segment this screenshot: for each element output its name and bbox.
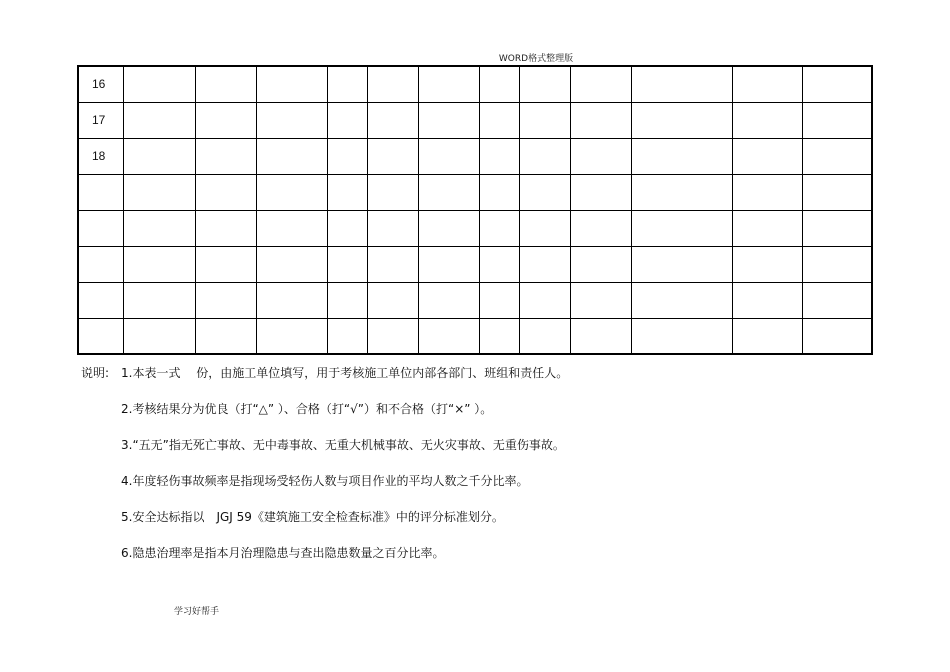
table-cell — [256, 210, 327, 246]
table-cell — [732, 318, 802, 354]
table-cell — [479, 282, 519, 318]
table-cell — [519, 282, 570, 318]
row-number-cell: 18 — [78, 138, 123, 174]
table-cell — [327, 138, 367, 174]
table-cell — [802, 318, 872, 354]
table-row — [78, 102, 872, 138]
table-cell — [327, 282, 367, 318]
table-cell — [631, 318, 732, 354]
table-cell — [519, 174, 570, 210]
note-line-5 — [121, 510, 504, 524]
table-row — [78, 174, 872, 210]
row-number-cell — [78, 210, 123, 246]
table-cell — [367, 174, 418, 210]
table-cell — [256, 66, 327, 102]
table-cell — [519, 246, 570, 282]
table-cell — [123, 318, 195, 354]
table-body — [78, 66, 872, 354]
row-number-cell — [78, 246, 123, 282]
table-cell — [367, 210, 418, 246]
table-cell — [732, 210, 802, 246]
table-cell — [570, 138, 631, 174]
table-cell — [418, 210, 479, 246]
table-cell — [195, 318, 256, 354]
table-cell — [195, 102, 256, 138]
table-cell — [732, 66, 802, 102]
table-cell — [327, 102, 367, 138]
table-cell — [256, 102, 327, 138]
table-cell — [802, 246, 872, 282]
table-cell — [570, 210, 631, 246]
table-cell — [123, 174, 195, 210]
table-row — [78, 210, 872, 246]
table-cell — [195, 138, 256, 174]
table-cell — [123, 246, 195, 282]
table-cell — [418, 138, 479, 174]
table-cell — [418, 66, 479, 102]
table-cell — [256, 174, 327, 210]
table-cell — [123, 210, 195, 246]
note-text: 4.年度轻伤事故频率是指现场受轻伤人数与项目作业的平均人数之千分比率。 — [121, 474, 529, 488]
table-cell — [256, 318, 327, 354]
table-cell — [195, 282, 256, 318]
table-cell — [327, 66, 367, 102]
table-cell — [479, 210, 519, 246]
table-cell — [802, 138, 872, 174]
row-number-cell — [78, 282, 123, 318]
note-text: 2.考核结果分为优良（打“△” ）、合格（打“√”）和不合格（打“×” ）。 — [121, 402, 493, 416]
table-cell — [631, 210, 732, 246]
table-cell — [802, 282, 872, 318]
table-cell — [479, 66, 519, 102]
note-line-6 — [121, 546, 444, 560]
table-cell — [631, 282, 732, 318]
table-cell — [479, 174, 519, 210]
table-cell — [802, 210, 872, 246]
row-number-cell — [78, 174, 123, 210]
table-cell — [732, 174, 802, 210]
row-number-cell — [78, 318, 123, 354]
table-row — [78, 282, 872, 318]
table-row — [78, 138, 872, 174]
table-cell — [479, 102, 519, 138]
table-cell — [418, 246, 479, 282]
table-cell — [802, 174, 872, 210]
table-cell — [418, 102, 479, 138]
note-line-3 — [121, 438, 565, 452]
page-header-title: WORD格式整理版 — [498, 54, 574, 64]
note-text: 1.本表一式 份，由施工单位填写，用于考核施工单位内部各部门、班组和责任人。 — [121, 366, 569, 380]
note-text: 3.“五无”指无死亡事故、无中毒事故、无重大机械事故、无火灾事故、无重伤事故。 — [121, 438, 565, 452]
table-cell — [570, 246, 631, 282]
table-cell — [732, 102, 802, 138]
table-cell — [631, 138, 732, 174]
table-cell — [327, 210, 367, 246]
note-line-1 — [81, 366, 568, 380]
table-cell — [570, 318, 631, 354]
note-line-2 — [121, 402, 492, 416]
table-cell — [570, 66, 631, 102]
row-number-cell: 16 — [78, 66, 123, 102]
assessment-table — [77, 65, 873, 355]
table-cell — [256, 282, 327, 318]
note-text: 6.隐患治理率是指本月治理隐患与查出隐患数量之百分比率。 — [121, 546, 445, 560]
table-cell — [367, 138, 418, 174]
table-cell — [195, 210, 256, 246]
table-cell — [519, 318, 570, 354]
table-cell — [631, 66, 732, 102]
table-cell — [519, 138, 570, 174]
table-cell — [367, 246, 418, 282]
table-cell — [256, 138, 327, 174]
table-cell — [732, 246, 802, 282]
table-cell — [802, 102, 872, 138]
page-footer-text: 学习好帮手 — [174, 607, 220, 617]
table-cell — [367, 282, 418, 318]
note-text: 5.安全达标指以 JGJ 59《建筑施工安全检查标准》中的评分标准划分。 — [121, 510, 504, 524]
table-cell — [570, 282, 631, 318]
table-cell — [327, 246, 367, 282]
table-cell — [367, 102, 418, 138]
table-cell — [418, 282, 479, 318]
table-cell — [479, 138, 519, 174]
table-cell — [631, 246, 732, 282]
table-cell — [123, 282, 195, 318]
table-cell — [327, 318, 367, 354]
table-cell — [519, 66, 570, 102]
table-cell — [123, 66, 195, 102]
note-line-4 — [121, 474, 528, 488]
table-cell — [123, 138, 195, 174]
table-cell — [327, 174, 367, 210]
notes-prefix-label: 说明: — [81, 366, 110, 380]
table-cell — [519, 210, 570, 246]
table-cell — [195, 174, 256, 210]
table-cell — [479, 246, 519, 282]
table-cell — [367, 66, 418, 102]
table-cell — [418, 174, 479, 210]
table-cell — [195, 66, 256, 102]
table-cell — [195, 246, 256, 282]
table-cell — [479, 318, 519, 354]
table-cell — [631, 102, 732, 138]
table-row — [78, 318, 872, 354]
row-number-cell: 17 — [78, 102, 123, 138]
table-cell — [367, 318, 418, 354]
table-cell — [570, 174, 631, 210]
table-cell — [418, 318, 479, 354]
table-cell — [802, 66, 872, 102]
table-cell — [732, 282, 802, 318]
table-row — [78, 246, 872, 282]
table-row — [78, 66, 872, 102]
table-cell — [570, 102, 631, 138]
table-cell — [123, 102, 195, 138]
table-cell — [256, 246, 327, 282]
table-cell — [631, 174, 732, 210]
table-cell — [519, 102, 570, 138]
table-cell — [732, 138, 802, 174]
